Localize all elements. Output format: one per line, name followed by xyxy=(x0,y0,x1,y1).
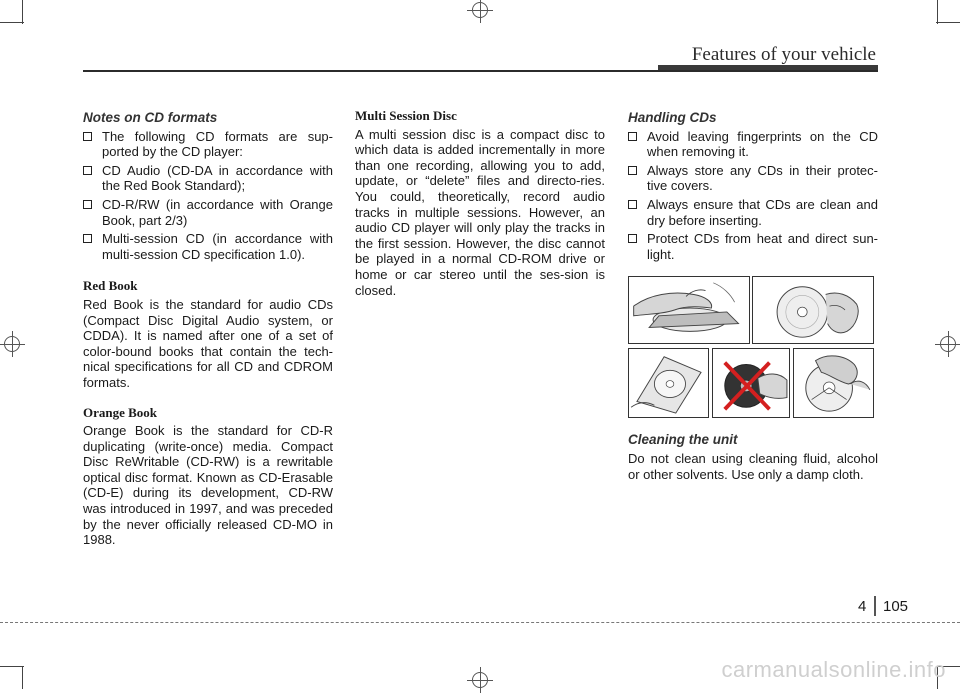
red-book-body: Red Book is the standard for audio CDs (Compact Disc Digital Audio system, or CDDA). It is named after one of a set of color-bound books that contain the tech-nical specifications for all CD and CDROM formats. xyxy=(83,296,333,390)
chapter-number: 4 xyxy=(858,598,867,615)
page-number: 105 xyxy=(883,598,909,615)
footer-rule xyxy=(0,622,960,623)
cleaning-heading: Cleaning the unit xyxy=(628,432,738,448)
crop-mark xyxy=(0,22,24,23)
cd-insert-hand-icon xyxy=(629,277,749,343)
cd-no-touch-illustration xyxy=(712,348,790,418)
orange-book-heading: Orange Book xyxy=(83,404,158,420)
registration-mark xyxy=(472,2,488,18)
crop-mark xyxy=(0,666,24,667)
checkbox-bullet-icon xyxy=(83,200,92,209)
list-item: CD-R/RW (in accordance with Orange Book, part 2/3) xyxy=(83,197,333,228)
cleaning-body: Do not clean using cleaning fluid, alcohol or other solvents. Use only a damp cloth. xyxy=(628,450,878,482)
list-item: CD Audio (CD-DA in accordance with the Red Book Standard); xyxy=(83,163,333,194)
registration-mark xyxy=(940,336,956,352)
cd-wipe-cloth-illustration xyxy=(793,348,874,418)
registration-mark xyxy=(472,672,488,688)
section-title: Features of your vehicle xyxy=(691,44,876,65)
checkbox-bullet-icon xyxy=(83,234,92,243)
multi-session-body: A multi session disc is a compact disc to which data is added incrementally in more than one recording, allowing you to add, update, or “delete” files and directo-ries. You could, theoretically, record audio tracks in multiple sessions. However, an audio CD player will only play the tracks in the first session. However, the disc cannot be played in a normal CD-ROM drive or home or car stereo until the ses-sion is closed. xyxy=(355,126,605,298)
multi-session-heading: Multi Session Disc xyxy=(355,108,457,123)
watermark: carmanualsonline.info xyxy=(721,657,946,682)
cd-formats-heading: Notes on CD formats xyxy=(83,110,218,125)
checkbox-bullet-icon xyxy=(83,132,92,141)
cd-wipe-icon xyxy=(794,349,873,417)
checkbox-bullet-icon xyxy=(83,166,92,175)
right-column xyxy=(628,108,878,496)
cd-fingerprint-icon xyxy=(753,277,873,343)
crop-mark xyxy=(936,22,960,23)
header-rule xyxy=(83,70,878,72)
checkbox-bullet-icon xyxy=(628,234,637,243)
crop-mark xyxy=(22,0,23,24)
checkbox-bullet-icon xyxy=(628,132,637,141)
orange-book-body: Orange Book is the standard for CD-R duplicating (write-once) media. Compact Disc ReWritable (CD-RW) is a rewritable optical disc format. Known as CD-Erasable (CD-E) during its development, CD-RW was introduced in 1997, and was preceded by the never officially released CD-MO in 1988. xyxy=(83,423,333,548)
list-item: Always store any CDs in their protec-tive covers. xyxy=(628,163,878,194)
red-book-heading: Red Book xyxy=(83,278,138,294)
checkbox-bullet-icon xyxy=(628,200,637,209)
middle-column xyxy=(355,108,605,312)
list-item: Multi-session CD (in accordance with multi-session CD specification 1.0). xyxy=(83,231,333,262)
list-item: Avoid leaving fingerprints on the CD when removing it. xyxy=(628,129,878,160)
crop-mark xyxy=(937,0,938,24)
list-item: Protect CDs from heat and direct sun-light. xyxy=(628,231,878,262)
list-item: The following CD formats are sup-ported by the CD player: xyxy=(83,129,333,160)
crop-mark xyxy=(22,666,23,689)
page-number-divider xyxy=(874,596,876,616)
checkbox-bullet-icon xyxy=(628,166,637,175)
cd-case-icon xyxy=(629,349,708,417)
list-item: Always ensure that CDs are clean and dry before inserting. xyxy=(628,197,878,228)
handling-cds-heading: Handling CDs xyxy=(628,110,717,125)
cd-no-touch-icon xyxy=(713,349,789,417)
cd-in-cover-illustration xyxy=(628,348,709,418)
cd-fingerprint-illustration xyxy=(752,276,874,344)
cd-handling-illustration xyxy=(628,276,874,418)
cd-insert-hand-illustration xyxy=(628,276,750,344)
left-column xyxy=(83,108,333,562)
registration-mark xyxy=(4,336,20,352)
